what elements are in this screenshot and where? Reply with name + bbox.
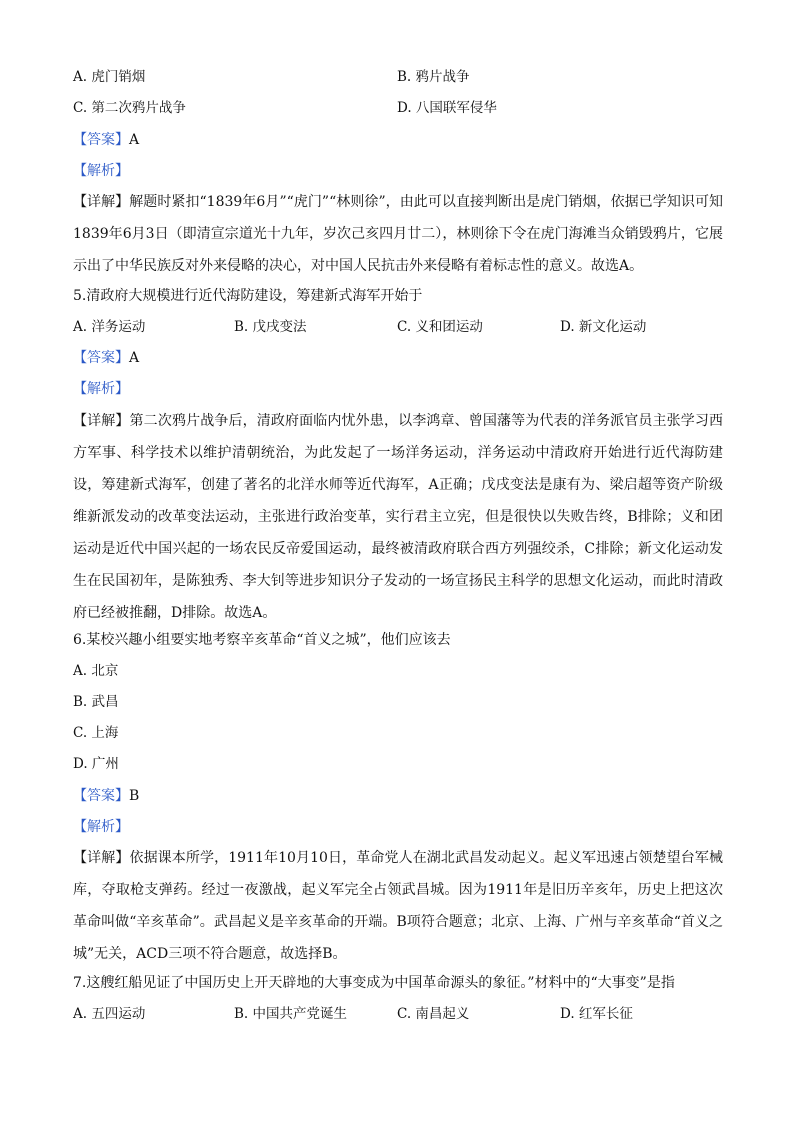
answer-value: A (129, 132, 140, 148)
q5-detail: 【详解】第二次鸦片战争后，清政府面临内忧外患，以李鸿章、曾国藩等为代表的洋务派官员主张学习西方军事、科学技术以维护清朝统治，为此发起了一场洋务运动，洋务运动中清政府开始进行近代海防建设，筹建新式海军，创建了著名的北洋水师等近代海军，A正确；戊戌变法是康有为、梁启超等资产阶级维新派发动的改革变法运动，主张进行政治变革，实行君主立宪，但是很快以失败告终，B排除；义和团运动是近代中国兴起的一场农民反帝爱国运动，最终被清政府联合西方列强绞杀，C排除；新文化运动发生在民国初年，是陈独秀、李大钊等进步知识分子发动的一场宣扬民主科学的思想文化运动，而此时清政府已经被推翻，D排除。故选A。 (73, 413, 724, 621)
q4-option-d: D. 八国联军侵华 (397, 100, 497, 116)
q4-option-c: C. 第二次鸦片战争 (73, 100, 186, 116)
q5-option-b: B. 戊戌变法 (234, 319, 307, 335)
q7-option-c: C. 南昌起义 (397, 1006, 470, 1022)
q5-question: 5.清政府大规模进行近代海防建设，筹建新式海军开始于 (73, 288, 423, 304)
q5-option-d: D. 新文化运动 (560, 319, 647, 335)
q7-option-d: D. 红军长征 (560, 1006, 633, 1022)
detail-text: 解题时紧扣“1839年6月”“虎门”“林则徐”，由此可以直接判断出是虎门销烟，依据已学知识可知1839年6月3日（即清宣宗道光十九年，岁次己亥四月廿二），林则徐下令在虎门海滩当众销毁鸦片，它展示出了中华民族反对外来侵略的决心，对中国人民抗击外来侵略有着标志性的意义。故选A。 (73, 194, 723, 274)
q6-question: 6.某校兴趣小组要实地考察辛亥革命“首义之城”，他们应该去 (73, 632, 451, 648)
q6-detail: 【详解】依据课本所学，1911年10月10日，革命党人在湖北武昌发动起义。起义军迅速占领楚望台军械库，夺取枪支弹药。经过一夜激战，起义军完全占领武昌城。因为1911年是旧历辛亥年，历史上把这次革命叫做“辛亥革命”。武昌起义是辛亥革命的开端。B项符合题意；北京、上海、广州与辛亥革命“首义之城”无关，ACD三项不符合题意，故选择B。 (73, 850, 724, 962)
q5-option-c: C. 义和团运动 (397, 319, 483, 335)
q6-option-c: C. 上海 (73, 725, 119, 741)
q5-answer: 【答案】A (73, 350, 140, 366)
detail-tag: 【详解】 (73, 194, 130, 210)
q6-analysis-tag: 【解析】 (73, 819, 129, 835)
q7-question: 7.这艘红船见证了中国历史上开天辟地的大事变成为中国革命源头的象征。”材料中的“大事变”是指 (73, 975, 675, 991)
q4-option-a: A. 虎门销烟 (73, 69, 146, 85)
answer-tag: 【答案】 (73, 132, 129, 148)
q6-answer: 【答案】B (73, 788, 140, 804)
q6-option-b: B. 武昌 (73, 694, 119, 710)
q4-option-b: B. 鸦片战争 (397, 69, 470, 85)
q4-answer (73, 130, 139, 150)
q7-option-b: B. 中国共产党诞生 (234, 1006, 348, 1022)
q6-option-a: A. 北京 (73, 663, 119, 679)
q4-analysis-tag: 【解析】 (73, 163, 129, 179)
q4-detail (73, 186, 723, 282)
q7-option-a: A. 五四运动 (73, 1006, 146, 1022)
q6-option-d: D. 广州 (73, 756, 119, 772)
q5-option-a: A. 洋务运动 (73, 319, 146, 335)
q5-analysis-tag: 【解析】 (73, 381, 129, 397)
